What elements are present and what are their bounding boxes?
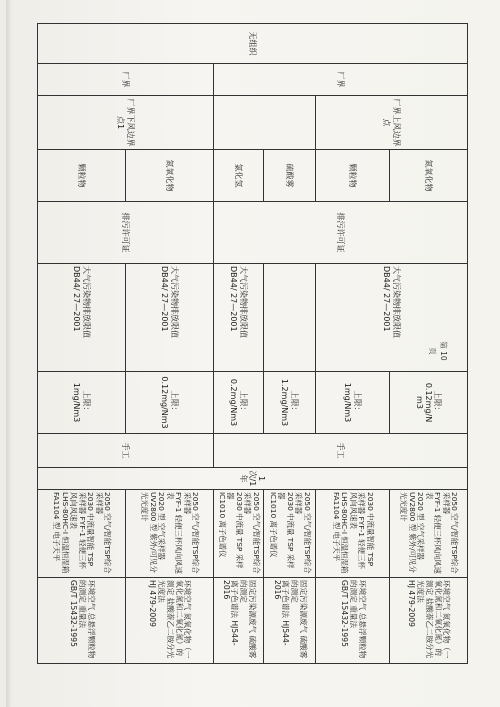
page-number: 第 10 页 [428,341,448,361]
pollutant-cell: 氮氧化物 [390,150,468,202]
method-cell: 固定污染源废气 硫酸雾的测定 离子色谱法 HJ544-2016 [214,578,264,664]
pollutant-cell: 氯化氢 [214,150,264,202]
permit-cell: 排污许可证 [214,202,468,264]
standard-cell: 大气污染物排放限值 DB44/ 27—2001 [214,264,264,372]
instrument-cell: 2050 空气/智能TSP综合采样器 FYF-1 轻便三杯风向风速表 2020 型 空气采样器 UV2800 型 紫外/可见分光光度计 [126,490,214,578]
freq-cell: 1 次/1 年 [38,468,468,490]
scan-edge [6,0,12,707]
limit-cell: 上限： 0.2mg/Nm3 [214,372,264,434]
table-row [126,24,214,664]
instrument-cell: 2050 空气/智能TSP综合采样器 FYF-1 轻便三杯风向风速表 2020 型 空气采样器 UV2800 型 紫外/可见分光光度计 [390,490,468,578]
mode-cell: 手工 [38,434,214,468]
method-cell: 环境空气 总悬浮颗粒物的测定 重量法 GB/T 15432-1995 [38,578,126,664]
limit-cell: 上限： 0.12mg/N m3 [390,372,468,434]
monitoring-table-rotated [38,23,468,663]
mode-cell: 手工 [214,434,468,468]
instrument-cell: 2050 空气/智能TSP综合采样器 2030 中流量 TSP 采样器 IC1010 离子色谱仪 [264,490,316,578]
limit-cell: 上限： 1mg/Nm3 [316,372,390,434]
limit-cell: 上限： 1.2mg/Nm3 [264,372,316,434]
limit-cell: 上限： 1mg/Nm3 [38,372,126,434]
method-cell: 环境空气 氮氧化物（一氧化氮和二氧化氮）的测定 盐酸萘乙二胺分光光度法 HJ 479-2009 [390,578,468,664]
standard-cell: 大气污染物排放限值 DB44/ 27—2001 [38,264,126,372]
method-cell: 环境空气 总悬浮颗粒物的测定 重量法 GB/T 15432-1995 [316,578,390,664]
table-row [264,24,316,664]
permit-cell: 排污许可证 [38,202,214,264]
instrument-cell: 2030 中流量智能 TSP 采样器 FYF-1 轻便三杯风向风速表 LHS-80HC-I 恒温恒湿箱 FA1104 型 电子天平 [316,490,390,578]
station-cell: 无组织 [38,24,468,64]
instrument-cell: 2050 空气/智能TSP综合采样器 2030 中流量 TSP 采样器 IC1010 离子色谱仪 [214,490,264,578]
point-cell [214,96,316,150]
method-cell: 固定污染源废气 硫酸雾的测定 离子色谱法 HJ544-2016 [264,578,316,664]
standard-cell [264,264,316,372]
pollutant-cell: 硫酸雾 [264,150,316,202]
point-cell: 厂界下风边界点1 [38,96,214,150]
standard-cell: 大气污染物排放限值 DB44/ 27—2001 [126,264,214,372]
group-cell: 厂界 [38,64,214,96]
limit-cell: 上限： 0.12mg/Nm3 [126,372,214,434]
point-cell: 厂界上风边界点 [316,96,468,150]
pollutant-cell: 颗粒物 [38,150,126,202]
standard-cell: 大气污染物排放限值 DB44/ 27—2001 [316,264,468,372]
monitoring-table [37,23,468,664]
pollutant-cell: 颗粒物 [316,150,390,202]
method-cell: 环境空气 氮氧化物（一氧化氮和二氧化氮）的测定 盐酸萘乙二胺分光光度法 HJ 479-2009 [126,578,214,664]
group-cell: 厂界 [214,64,468,96]
instrument-cell: 2050 空气/智能TSP综合采样器 2030 中流量智能 TSP 采样器 FYF-1 轻便三杯风向风速表 LHS-80HC-I 恒温恒湿箱 FA1104 型 电子天平 [38,490,126,578]
pollutant-cell: 氮氧化物 [126,150,214,202]
